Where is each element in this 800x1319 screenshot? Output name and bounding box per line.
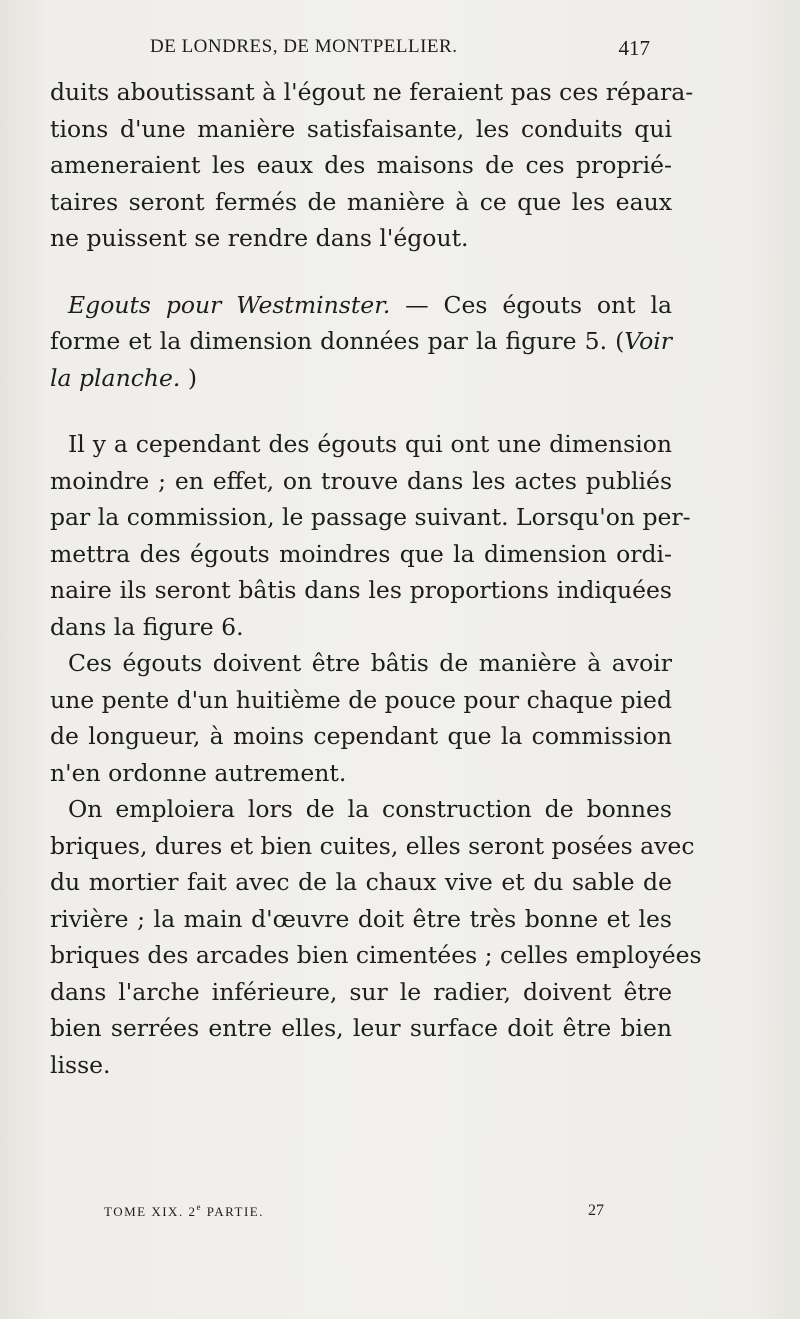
text-fragment: ) xyxy=(180,363,198,392)
text-line xyxy=(50,323,672,360)
part-number: 2 xyxy=(188,1204,197,1219)
page-number: 417 xyxy=(618,36,650,60)
text-line: tions d'une manière satisfaisante, les conduits qui xyxy=(50,114,672,143)
text-line: duits aboutissant à l'égout ne feraient pas ces répara- xyxy=(50,78,694,106)
part-superscript: e xyxy=(196,1202,202,1212)
volume-label: TOME XIX. xyxy=(104,1204,184,1219)
text-line: dans l'arche inférieure, sur le radier, doivent être xyxy=(50,977,672,1006)
paragraph-gap xyxy=(50,257,672,287)
text-line: par la commission, le passage suivant. Lorsqu'on per- xyxy=(50,503,691,531)
body-text xyxy=(50,74,702,1083)
text-line: Ces égouts doivent être bâtis de manière à avoir xyxy=(68,649,672,677)
gathering-signature: 27 xyxy=(588,1202,604,1219)
volume-signature xyxy=(104,1202,264,1220)
text-line: briques des arcades bien cimentées ; celles employées xyxy=(50,941,702,969)
paragraph-gap xyxy=(50,396,672,426)
text-line: naire ils seront bâtis dans les proportions indiquées xyxy=(50,576,672,604)
text-line: ne puissent se rendre dans l'égout. xyxy=(50,224,469,252)
text-line xyxy=(50,287,672,324)
paragraph-slope xyxy=(50,645,672,791)
paragraph-construction xyxy=(50,791,702,1083)
text-line: On emploiera lors de la construction de bonnes xyxy=(68,795,672,823)
text-fragment: — Ces égouts ont la xyxy=(390,290,672,319)
text-line: briques, dures et bien cuites, elles seront posées avec xyxy=(50,831,695,860)
paragraph-continuation xyxy=(50,74,694,257)
text-line: moindre ; en effet, on trouve dans les actes publiés xyxy=(50,466,672,495)
text-line: de longueur, à moins cependant que la commission xyxy=(50,722,672,750)
section-heading: Egouts pour Westminster. xyxy=(68,290,391,319)
text-line: du mortier fait avec de la chaux vive et du sable de xyxy=(50,868,672,896)
running-head xyxy=(150,36,650,64)
text-line xyxy=(50,360,672,397)
text-line: dans la figure 6. xyxy=(50,612,244,641)
text-line: mettra des égouts moindres que la dimension ordi- xyxy=(50,539,672,568)
text-line: une pente d'un huitième de pouce pour chaque pied xyxy=(50,685,672,714)
text-line: bien serrées entre elles, leur surface doit être bien xyxy=(50,1014,672,1042)
text-fragment-italic: la planche. xyxy=(50,363,181,392)
paragraph-dimensions xyxy=(50,426,691,645)
text-line: taires seront fermés de manière à ce que les eaux xyxy=(50,187,672,216)
paragraph-westminster xyxy=(50,287,672,397)
text-line: ameneraient les eaux des maisons de ces proprié- xyxy=(50,151,672,179)
running-title: DE LONDRES, DE MONTPELLIER. xyxy=(150,36,458,57)
part-label: PARTIE. xyxy=(206,1204,264,1219)
text-line: n'en ordonne autrement. xyxy=(50,758,347,787)
text-fragment-italic: Voir xyxy=(624,327,672,355)
page-footer xyxy=(104,1202,604,1224)
text-fragment: forme et la dimension données par la figure 5. ( xyxy=(50,327,625,355)
text-line: rivière ; la main d'œuvre doit être très bonne et les xyxy=(50,904,672,933)
text-line: lisse. xyxy=(50,1050,111,1079)
text-line: Il y a cependant des égouts qui ont une dimension xyxy=(68,430,672,458)
